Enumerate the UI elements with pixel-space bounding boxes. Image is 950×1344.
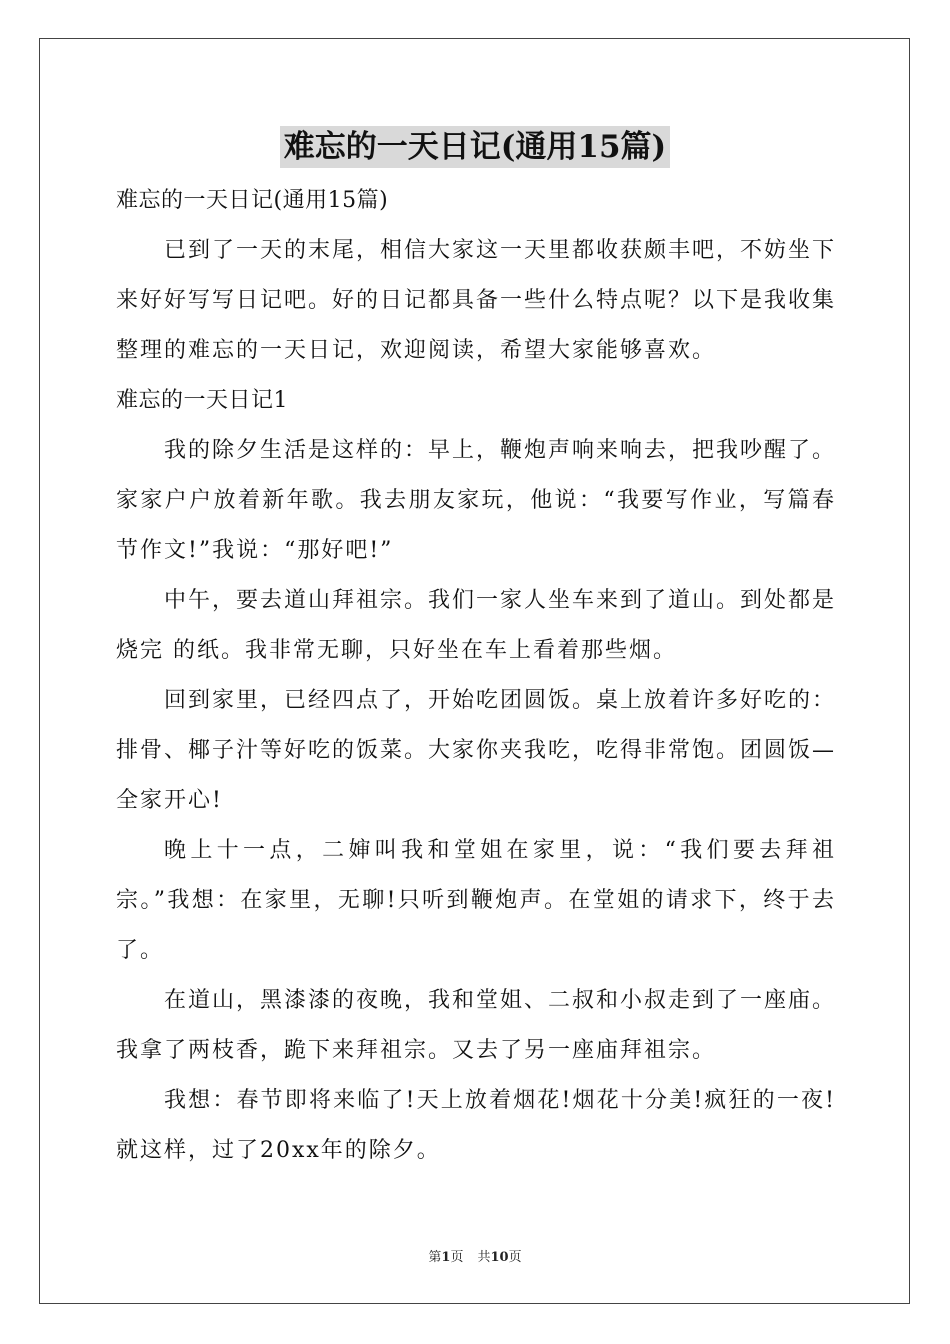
document-body [116, 176, 836, 1176]
body-paragraph: 我的除夕生活是这样的：早上，鞭炮声响来响去，把我吵醒了。家家户户放着新年歌。我去朋友家玩，他说：“我要写作业，写篇春节作文!”我说：“那好吧!” [116, 438, 837, 563]
body-paragraph: 我想：春节即将来临了!天上放着烟花!烟花十分美!疯狂的一夜!就这样，过了20xx年的除夕。 [116, 1088, 836, 1163]
document-title: 难忘的一天日记(通用15篇) [280, 126, 670, 168]
section-heading: 难忘的一天日记1 [116, 388, 288, 413]
title-container [0, 126, 950, 168]
body-paragraph: 中午，要去道山拜祖宗。我们一家人坐车来到了道山。到处都是烧完 的纸。我非常无聊，只好坐在车上看着那些烟。 [116, 588, 837, 663]
body-paragraph: 晚上十一点，二婶叫我和堂姐在家里，说：“我们要去拜祖宗。”我想：在家里，无聊!只听到鞭炮声。在堂姐的请求下，终于去了。 [116, 838, 836, 963]
page-footer [0, 1246, 950, 1265]
total-prefix: 共 [477, 1250, 491, 1265]
body-paragraph: 在道山，黑漆漆的夜晚，我和堂姐、二叔和小叔走到了一座庙。我拿了两枝香，跪下来拜祖宗。又去了另一座庙拜祖宗。 [116, 988, 837, 1063]
body-paragraph: 回到家里，已经四点了，开始吃团圆饭。桌上放着许多好吃的：排骨、椰子汁等好吃的饭菜。大家你夹我吃，吃得非常饱。团圆饭—全家开心! [116, 688, 837, 813]
total-pages: 10 [490, 1250, 509, 1265]
page-number: 1 [441, 1250, 451, 1265]
page-suffix: 页 [450, 1250, 464, 1265]
total-suffix: 页 [508, 1250, 522, 1265]
body-paragraph: 已到了一天的末尾，相信大家这一天里都收获颇丰吧，不妨坐下来好好写写日记吧。好的日记都具备一些什么特点呢？以下是我收集整理的难忘的一天日记，欢迎阅读，希望大家能够喜欢。 [116, 238, 837, 363]
intro-heading: 难忘的一天日记(通用15篇) [116, 188, 389, 213]
page-prefix: 第 [428, 1250, 442, 1265]
